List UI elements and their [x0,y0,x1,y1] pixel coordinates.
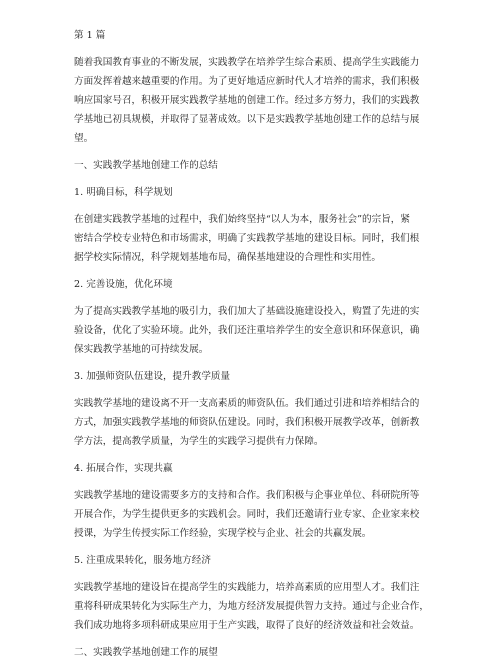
intro-line: 学基地已初具规模，并取得了显著成效。以下是实践教学基地创建工作的总结与展 [74,114,420,125]
item-5 [74,551,434,635]
item-line: 开展合作，为学生提供更多的实践机会。同时，我们还邀请行业专家、企业家来校 [74,509,420,520]
item-2 [74,275,434,359]
item-line: 为了提高实践教学基地的吸引力，我们加大了基础设施建设投入，购置了先进的实 [74,306,420,317]
item-line: 重将科研成果转化为实际生产力，为地方经济发展提供智力支持。通过与企业合作， [74,601,429,612]
item-line: 保实践教学基地的可持续发展。 [74,344,209,355]
item-line: 学方法，提高教学质量，为学生的实践学习提供有力保障。 [74,436,324,447]
item-line: 在创建实践教学基地的过程中，我们始终坚持“以人为本，服务社会”的宗旨，紧 [74,214,410,225]
intro-line: 响应国家号召，积极开展实践教学基地的创建工作。经过多方努力，我们的实践教 [74,95,420,106]
intro-paragraph [74,53,434,148]
item-line: 密结合学校专业特色和市场需求，明确了实践教学基地的建设目标。同时，我们根 [74,233,420,244]
item-title: 2. 完善设施，优化环境 [74,279,173,290]
intro-line: 方面发挥着越来越重要的作用。为了更好地适应新时代人才培养的需求，我们积极 [74,76,420,87]
item-1 [74,183,434,267]
item-title: 3. 加强师资队伍建设，提升教学质量 [74,371,231,382]
item-line: 实践教学基地的建设离不开一支高素质的师资队伍。我们通过引进和培养相结合的 [74,398,420,409]
item-line: 据学校实际情况，科学规划基地布局，确保基地建设的合理性和实用性。 [74,252,381,263]
item-3 [74,367,434,451]
item-line: 我们成功地将多项科研成果应用于生产实践，取得了良好的经济效益和社会效益。 [74,620,420,631]
intro-line: 望。 [74,133,94,144]
item-line: 方式，加强实践教学基地的师资队伍建设。同时，我们积极开展教学改革，创新教 [74,417,420,428]
section2-title: 二、实践教学基地创建工作的展望 [74,647,218,658]
intro-line: 随着我国教育事业的不断发展，实践教学在培养学生综合素质、提高学生实践能力 [74,57,420,68]
item-4 [74,459,434,543]
item-line: 授课，为学生传授实际工作经验，实现学校与企业、社会的共赢发展。 [74,528,372,539]
item-title: 5. 注重成果转化，服务地方经济 [74,555,211,566]
item-line: 实践教学基地的建设旨在提高学生的实践能力，培养高素质的应用型人才。我们注 [74,582,420,593]
section1-title: 一、实践教学基地创建工作的总结 [74,160,218,171]
item-title: 4. 拓展合作，实现共赢 [74,463,173,474]
item-line: 验设备，优化了实验环境。此外，我们还注重培养学生的安全意识和环保意识，确 [74,325,420,336]
document-page [74,26,434,662]
doc-title: 第 1 篇 [74,30,106,41]
item-title: 1. 明确目标，科学规划 [74,187,173,198]
item-line: 实践教学基地的建设需要多方的支持和合作。我们积极与企事业单位、科研院所等 [74,490,420,501]
